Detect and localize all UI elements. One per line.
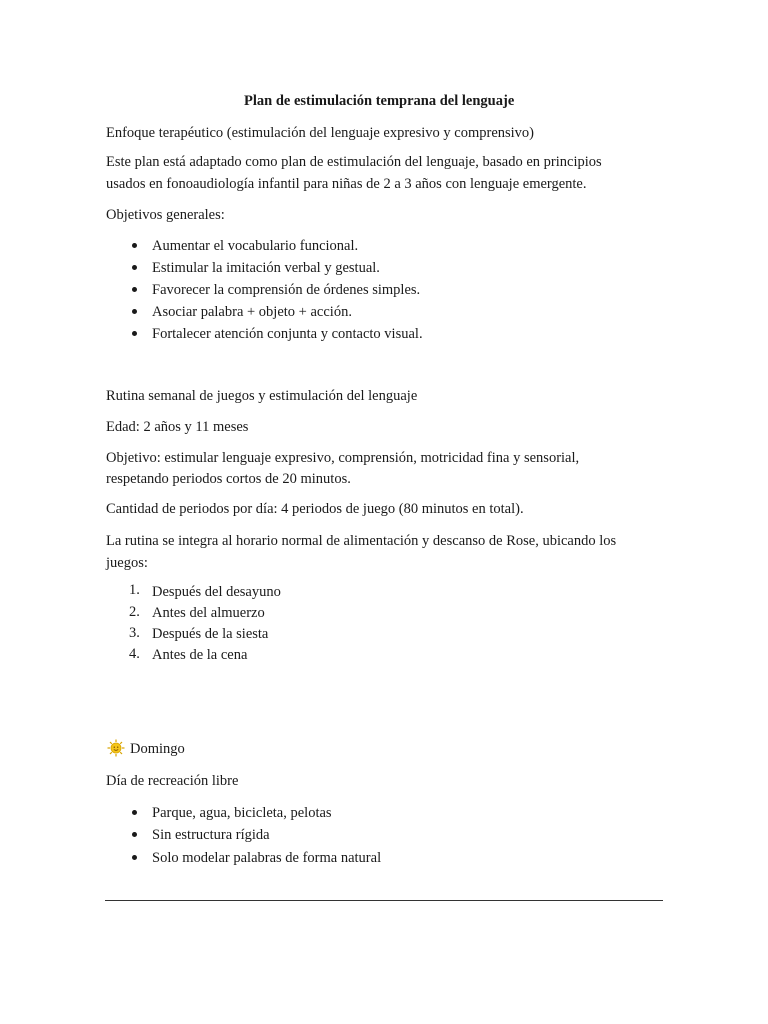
bullet-icon bbox=[132, 810, 137, 815]
bullet-icon bbox=[132, 832, 137, 837]
day-description: Día de recreación libre bbox=[106, 773, 239, 789]
integration-line-2: juegos: bbox=[106, 555, 148, 571]
intro-line-2: usados en fonoaudiología infantil para niñas de 2 a 3 años con lenguaje emergente. bbox=[106, 176, 587, 192]
list-number: 4. bbox=[129, 646, 140, 662]
horizontal-rule bbox=[105, 900, 663, 901]
bullet-icon bbox=[132, 243, 137, 248]
objective-line-1: Objetivo: estimular lenguaje expresivo, comprensión, motricidad fina y sensorial, bbox=[106, 450, 580, 466]
day-label: Domingo bbox=[130, 741, 185, 757]
list-item: Favorecer la comprensión de órdenes simples. bbox=[152, 282, 421, 298]
list-item: Parque, agua, bicicleta, pelotas bbox=[152, 805, 332, 821]
document-title: Plan de estimulación temprana del lenguaje bbox=[244, 93, 515, 109]
list-number: 2. bbox=[129, 604, 140, 620]
list-item: Sin estructura rígida bbox=[152, 827, 270, 843]
routine-heading: Rutina semanal de juegos y estimulación del lenguaje bbox=[106, 388, 418, 404]
objective-line-2: respetando periodos cortos de 20 minutos. bbox=[106, 471, 351, 487]
integration-line-1: La rutina se integra al horario normal de alimentación y descanso de Rose, ubicando los bbox=[106, 533, 617, 549]
objectives-heading: Objetivos generales: bbox=[106, 207, 225, 223]
intro-line-1: Este plan está adaptado como plan de estimulación del lenguaje, basado en principios bbox=[106, 154, 602, 170]
list-item: Antes del almuerzo bbox=[152, 605, 265, 621]
list-number: 1. bbox=[129, 582, 140, 598]
bullet-icon bbox=[132, 331, 137, 336]
bullet-icon bbox=[132, 855, 137, 860]
list-number: 3. bbox=[129, 625, 140, 641]
list-item: Después de la siesta bbox=[152, 626, 269, 642]
bullet-icon bbox=[132, 309, 137, 314]
list-item: Antes de la cena bbox=[152, 647, 248, 663]
list-item: Después del desayuno bbox=[152, 584, 281, 600]
periods-line: Cantidad de periodos por día: 4 periodos de juego (80 minutos en total). bbox=[106, 501, 524, 517]
bullet-icon bbox=[132, 265, 137, 270]
age-line: Edad: 2 años y 11 meses bbox=[106, 419, 249, 435]
list-item: Fortalecer atención conjunta y contacto visual. bbox=[152, 326, 423, 342]
bullet-icon bbox=[132, 287, 137, 292]
document-subtitle: Enfoque terapéutico (estimulación del lenguaje expresivo y comprensivo) bbox=[106, 125, 535, 141]
list-item: Solo modelar palabras de forma natural bbox=[152, 850, 382, 866]
list-item: Asociar palabra + objeto + acción. bbox=[152, 304, 352, 320]
sun-icon bbox=[107, 739, 125, 757]
list-item: Aumentar el vocabulario funcional. bbox=[152, 238, 359, 254]
list-item: Estimular la imitación verbal y gestual. bbox=[152, 260, 380, 276]
